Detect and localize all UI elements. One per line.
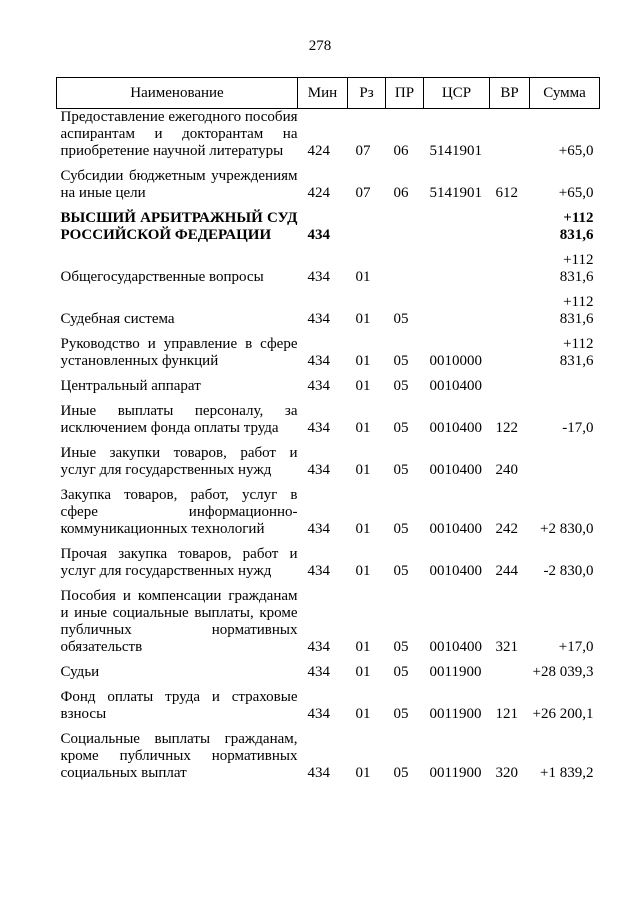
header-rz: Рз: [348, 78, 386, 109]
cell-vr: [490, 378, 530, 395]
row-spacer-cell: [57, 286, 600, 294]
cell-sum: +112 831,6: [559, 210, 594, 243]
cell-name: Субсидии бюджетным учреждениям на иные цели: [60, 168, 298, 201]
cell-vr: [490, 336, 530, 370]
cell-pr: 05: [393, 378, 409, 394]
budget-table: [56, 77, 600, 782]
cell-vr: 121: [495, 706, 518, 722]
cell-rz: 01: [355, 706, 371, 722]
table-body: [57, 109, 600, 783]
table-row: [57, 168, 600, 202]
cell-csr: 0010400: [429, 420, 482, 436]
cell-sum: [530, 445, 600, 479]
cell-rz: 07: [355, 143, 371, 159]
cell-name: Общегосударственные вопросы: [60, 269, 264, 285]
row-spacer-cell: [57, 160, 600, 168]
cell-min: 434: [307, 664, 330, 680]
row-spacer: [57, 681, 600, 689]
cell-csr: 0010400: [429, 462, 482, 478]
table-row: [57, 378, 600, 395]
cell-csr: 5141901: [429, 143, 482, 159]
cell-rz: 01: [355, 521, 371, 537]
cell-rz: 01: [355, 765, 371, 781]
row-spacer-cell: [57, 580, 600, 588]
cell-sum: +26 200,1: [532, 706, 594, 722]
cell-name: Центральный аппарат: [60, 378, 201, 394]
cell-name: Судебная система: [60, 311, 175, 327]
cell-min: 434: [307, 353, 330, 369]
table-row: [57, 403, 600, 437]
cell-name: Руководство и управление в сфере установленных функций: [60, 336, 298, 369]
cell-rz: 01: [355, 462, 371, 478]
row-spacer-cell: [57, 723, 600, 731]
cell-sum: +28 039,3: [532, 664, 594, 680]
cell-min: 434: [307, 706, 330, 722]
cell-sum: -17,0: [562, 420, 594, 436]
cell-pr: 05: [393, 563, 409, 579]
row-spacer-cell: [57, 681, 600, 689]
cell-rz: 01: [355, 353, 371, 369]
cell-name: Иные выплаты персоналу, за исключением фонда оплаты труда: [60, 403, 298, 436]
cell-csr: [424, 252, 490, 286]
cell-rz: 01: [355, 269, 371, 285]
row-spacer: [57, 395, 600, 403]
cell-min: 424: [307, 143, 330, 159]
cell-min: 434: [307, 269, 330, 285]
cell-pr: [386, 252, 424, 286]
cell-vr: [490, 252, 530, 286]
row-spacer: [57, 538, 600, 546]
cell-csr: 0010400: [429, 521, 482, 537]
cell-csr: [424, 294, 490, 328]
cell-vr: 612: [495, 185, 518, 201]
cell-min: 434: [307, 227, 330, 243]
row-spacer: [57, 479, 600, 487]
row-spacer: [57, 580, 600, 588]
cell-csr: 0011900: [429, 706, 482, 722]
row-spacer: [57, 437, 600, 445]
cell-min: 434: [307, 462, 330, 478]
cell-vr: 244: [495, 563, 518, 579]
cell-sum: +112 831,6: [559, 336, 594, 369]
cell-vr: [490, 664, 530, 681]
cell-vr: 321: [495, 639, 518, 655]
row-spacer: [57, 328, 600, 336]
row-spacer: [57, 244, 600, 252]
cell-min: 434: [307, 420, 330, 436]
table-row: [57, 109, 600, 161]
table-row: [57, 252, 600, 286]
cell-vr: 320: [495, 765, 518, 781]
cell-csr: 5141901: [429, 185, 482, 201]
row-spacer-cell: [57, 479, 600, 487]
row-spacer-cell: [57, 437, 600, 445]
cell-pr: 05: [393, 765, 409, 781]
table-row: [57, 294, 600, 328]
cell-name: Пособия и компенсации гражданам и иные социальные выплаты, кроме публичных нормативных обязательств: [60, 588, 298, 655]
header-csr: ЦСР: [424, 78, 490, 109]
cell-pr: 05: [393, 521, 409, 537]
row-spacer: [57, 160, 600, 168]
cell-min: 434: [307, 765, 330, 781]
cell-min: 434: [307, 311, 330, 327]
table-row: [57, 487, 600, 538]
cell-vr: [490, 210, 530, 244]
cell-sum: +65,0: [558, 143, 594, 159]
row-spacer-cell: [57, 244, 600, 252]
cell-name: ВЫСШИЙ АРБИТРАЖНЫЙ СУД РОССИЙСКОЙ ФЕДЕРАЦИИ: [60, 210, 298, 243]
cell-vr: [490, 109, 530, 161]
cell-pr: 05: [393, 420, 409, 436]
cell-csr: [424, 210, 490, 244]
cell-name: Социальные выплаты гражданам, кроме публичных нормативных социальных выплат: [60, 731, 298, 781]
table-header: [57, 78, 600, 109]
cell-sum: +112 831,6: [559, 294, 594, 327]
cell-name: Иные закупки товаров, работ и услуг для государственных нужд: [60, 445, 298, 478]
cell-pr: 05: [393, 664, 409, 680]
cell-csr: 0011900: [429, 664, 482, 680]
cell-rz: 01: [355, 664, 371, 680]
cell-vr: 240: [495, 462, 518, 478]
cell-name: Закупка товаров, работ, услуг в сфере информационно-коммуникационных технологий: [60, 487, 298, 537]
cell-csr: 0010400: [429, 378, 482, 394]
cell-rz: [348, 210, 386, 244]
cell-min: 434: [307, 563, 330, 579]
cell-csr: 0011900: [429, 765, 482, 781]
table-row: [57, 588, 600, 656]
cell-pr: 06: [393, 185, 409, 201]
cell-sum: [530, 378, 600, 395]
table-row: [57, 546, 600, 580]
table-row: [57, 689, 600, 723]
row-spacer-cell: [57, 395, 600, 403]
cell-vr: 122: [495, 420, 518, 436]
table-row: [57, 664, 600, 681]
cell-min: 434: [307, 639, 330, 655]
row-spacer: [57, 723, 600, 731]
cell-sum: -2 830,0: [543, 563, 594, 579]
cell-pr: 05: [393, 639, 409, 655]
row-spacer-cell: [57, 370, 600, 378]
row-spacer: [57, 202, 600, 210]
cell-rz: 07: [355, 185, 371, 201]
cell-min: 424: [307, 185, 330, 201]
table-row: [57, 336, 600, 370]
cell-pr: [386, 210, 424, 244]
cell-rz: 01: [355, 311, 371, 327]
cell-rz: 01: [355, 563, 371, 579]
cell-sum: +1 839,2: [540, 765, 594, 781]
cell-pr: 05: [393, 462, 409, 478]
cell-pr: 05: [393, 311, 409, 327]
cell-sum: +17,0: [558, 639, 594, 655]
cell-rz: 01: [355, 639, 371, 655]
cell-pr: 05: [393, 706, 409, 722]
cell-min: 434: [307, 521, 330, 537]
header-sum: Сумма: [530, 78, 600, 109]
cell-pr: 06: [393, 143, 409, 159]
cell-csr: 0010000: [429, 353, 482, 369]
header-name: Наименование: [57, 78, 298, 109]
row-spacer-cell: [57, 656, 600, 664]
row-spacer-cell: [57, 538, 600, 546]
table-row: [57, 731, 600, 782]
cell-sum: +112 831,6: [559, 252, 594, 285]
header-vr: ВР: [490, 78, 530, 109]
row-spacer-cell: [57, 202, 600, 210]
header-pr: ПР: [386, 78, 424, 109]
cell-vr: 242: [495, 521, 518, 537]
cell-pr: 05: [393, 353, 409, 369]
cell-name: Предоставление ежегодного пособия аспирантам и докторантам на приобретение научной литературы: [60, 109, 298, 159]
row-spacer: [57, 656, 600, 664]
cell-sum: +65,0: [558, 185, 594, 201]
cell-sum: +2 830,0: [540, 521, 594, 537]
table-row: [57, 445, 600, 479]
cell-csr: 0010400: [429, 639, 482, 655]
row-spacer: [57, 286, 600, 294]
cell-name: Прочая закупка товаров, работ и услуг для государственных нужд: [60, 546, 298, 579]
cell-rz: 01: [355, 420, 371, 436]
row-spacer: [57, 370, 600, 378]
cell-csr: 0010400: [429, 563, 482, 579]
table-row: [57, 210, 600, 244]
cell-name: Судьи: [60, 664, 100, 680]
page-number: 278: [308, 38, 332, 54]
cell-vr: [490, 294, 530, 328]
header-min: Мин: [298, 78, 348, 109]
cell-name: Фонд оплаты труда и страховые взносы: [60, 689, 298, 722]
row-spacer-cell: [57, 328, 600, 336]
cell-min: 434: [307, 378, 330, 394]
cell-rz: 01: [355, 378, 371, 394]
